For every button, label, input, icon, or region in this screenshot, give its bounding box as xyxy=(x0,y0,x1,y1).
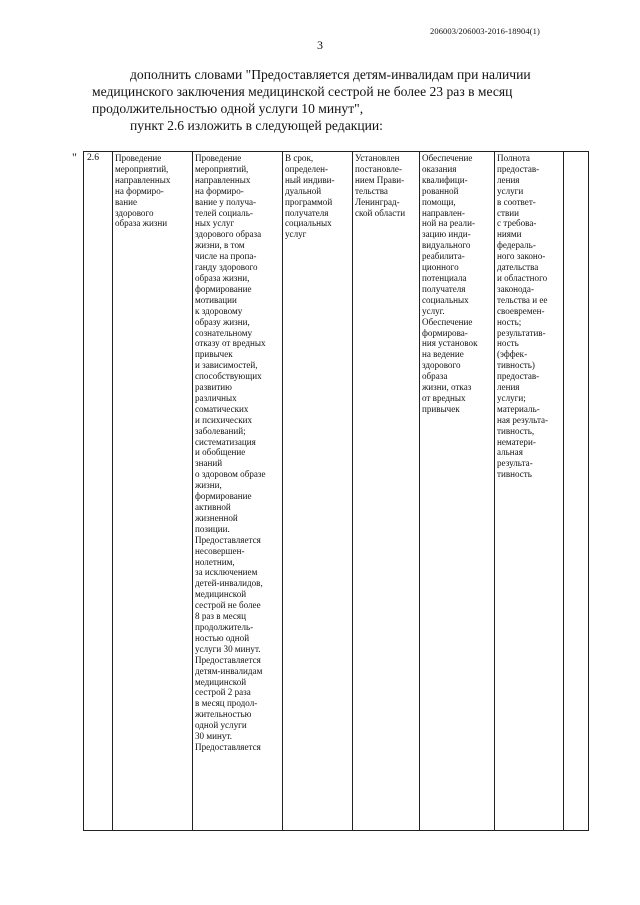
cell-line: и психических xyxy=(195,414,253,425)
cell-extra xyxy=(564,152,590,830)
cell-line: услуги 30 минут. xyxy=(195,643,261,654)
cell-regulation xyxy=(353,152,420,830)
cell-line: нолетним, xyxy=(195,556,235,567)
opening-quote: " xyxy=(72,150,77,164)
cell-line: активной xyxy=(195,502,231,512)
cell-line: тельства и ее xyxy=(497,294,548,305)
cell-line: нематери- xyxy=(497,436,536,447)
cell-line: тивность) xyxy=(497,360,535,371)
page-number: 3 xyxy=(317,38,323,52)
intro-line: медицинского заключения медицинской сестрой не более 23 раз в месяц xyxy=(92,84,513,99)
cell-line: телей социаль- xyxy=(195,207,253,218)
cell-line: и зависимостей, xyxy=(195,360,258,371)
cell-line: Предоставляется xyxy=(195,654,261,665)
cell-line: детям-инвалидам xyxy=(195,665,263,676)
cell-line: на формиро- xyxy=(195,185,244,196)
intro-text xyxy=(92,66,592,134)
cell-line: на ведение xyxy=(422,349,464,360)
cell-line: предостав- xyxy=(497,163,540,174)
cell-line: ствии xyxy=(497,207,520,218)
cell-line: результатив- xyxy=(497,327,546,338)
cell-line: медицинской xyxy=(195,676,247,687)
cell-line: мероприятий, xyxy=(195,163,249,174)
cell-line: (эффек- xyxy=(497,349,528,360)
cell-line: тивность, xyxy=(497,425,535,436)
cell-line: ной на реали- xyxy=(422,218,475,229)
cell-service-name xyxy=(113,152,193,830)
cell-line: формирова- xyxy=(422,327,468,338)
cell-line: за исключением xyxy=(195,567,258,578)
cell-line: образа xyxy=(422,371,448,382)
cell-service-term xyxy=(283,152,353,830)
cell-line: ностью одной xyxy=(195,632,250,643)
cell-line: числе на пропа- xyxy=(195,251,257,262)
cell-line: заболеваний; xyxy=(195,425,246,436)
cell-line: здорового xyxy=(422,360,461,371)
cell-line: 8 раз в месяц xyxy=(195,611,246,622)
cell-line: ционного xyxy=(422,262,459,273)
cell-line: помощи, xyxy=(422,196,456,207)
cell-line: направленных xyxy=(195,174,251,185)
cell-line: получателя xyxy=(422,283,466,294)
cell-line: здорового образа xyxy=(195,229,262,240)
cell-line: на формиро- xyxy=(115,185,164,196)
cell-line: оказания xyxy=(422,163,457,174)
cell-line: Обеспечение xyxy=(422,316,473,327)
cell-quality-indicators xyxy=(495,152,564,830)
intro-paragraph-1 xyxy=(92,66,592,117)
cell-line: детей-инвалидов, xyxy=(195,578,263,589)
cell-line: предостав- xyxy=(497,371,540,382)
cell-line: ность; xyxy=(497,316,522,327)
cell-line: вание у получа- xyxy=(195,196,257,207)
cell-line: развитию xyxy=(195,382,232,393)
cell-line: получателя xyxy=(285,207,329,218)
cell-line: жизни, xyxy=(195,480,222,491)
cell-line: видуального xyxy=(422,240,471,251)
cell-line: позиции. xyxy=(195,523,230,534)
cell-line: дательства xyxy=(497,262,539,273)
cell-line: в соответ- xyxy=(497,196,536,207)
cell-line: определен- xyxy=(285,163,329,174)
cell-line: ления xyxy=(497,382,520,393)
cell-line: продолжитель- xyxy=(195,621,254,632)
cell-line: вание xyxy=(115,196,137,207)
cell-line: с требова- xyxy=(497,218,537,229)
cell-line: способствующих xyxy=(195,371,262,382)
cell-line: сестрой 2 раза xyxy=(195,687,251,698)
cell-line: соматических xyxy=(195,403,249,414)
cell-line: 2.6 xyxy=(87,152,99,163)
cell-line: В срок, xyxy=(285,153,314,163)
cell-line: образу жизни, xyxy=(195,316,250,327)
cell-line: Полнота xyxy=(497,153,530,163)
intro-line: дополнить словами "Предоставляется детям-инвалидам при наличии xyxy=(130,67,531,82)
cell-line: ных услуг xyxy=(195,218,235,229)
cell-line: ность xyxy=(497,338,519,349)
cell-line: знаний xyxy=(195,458,223,469)
cell-line: ный индиви- xyxy=(285,174,335,185)
cell-line: потенциала xyxy=(422,272,467,283)
cell-line: несовершен- xyxy=(195,545,245,556)
cell-line: направлен- xyxy=(422,207,465,218)
intro-line: продолжительностью одной услуги 10 минут", xyxy=(92,101,364,116)
cell-line: мотивации xyxy=(195,294,237,305)
cell-line: привычек xyxy=(422,403,460,414)
cell-line: систематизация xyxy=(195,436,256,447)
cell-number xyxy=(84,152,113,830)
intro-paragraph-2: пункт 2.6 изложить в следующей редакции: xyxy=(130,118,383,133)
cell-line: постановле- xyxy=(355,163,402,174)
cell-line: жизненной xyxy=(195,512,238,523)
cell-conditions xyxy=(420,152,495,830)
cell-line: ния установок xyxy=(422,338,478,349)
cell-line: реабилита- xyxy=(422,251,465,262)
cell-line: и областного xyxy=(497,272,548,283)
cell-line: Предоставляется xyxy=(195,741,261,752)
cell-line: отказу от вредных xyxy=(195,338,266,349)
cell-line: и обобщение xyxy=(195,447,246,458)
cell-line: рованной xyxy=(422,185,459,196)
cell-line: различных xyxy=(195,392,237,403)
cell-line: формирование xyxy=(195,491,252,502)
cell-line: социальных xyxy=(422,294,469,305)
cell-line: Предоставляется xyxy=(195,534,261,545)
cell-line: Ленинград- xyxy=(355,196,400,207)
document-number: 206003/206003-2016-18904(1) xyxy=(430,26,540,36)
cell-line: жизни, отказ xyxy=(422,382,472,393)
cell-line: направленных xyxy=(115,174,171,185)
cell-line: программой xyxy=(285,196,333,207)
cell-line: привычек xyxy=(195,349,233,360)
cell-line: о здоровом образе xyxy=(195,469,266,480)
cell-line: образа жизни, xyxy=(195,272,250,283)
cell-line: мероприятий, xyxy=(115,163,169,174)
cell-line: дуальной xyxy=(285,185,322,196)
cell-line: услуги; xyxy=(497,392,526,403)
cell-line: своевремен- xyxy=(497,305,545,316)
service-table xyxy=(83,151,589,831)
cell-line: формирование xyxy=(195,283,252,294)
cell-line: ниями xyxy=(497,229,522,240)
cell-line: Проведение xyxy=(195,153,242,163)
cell-line: одной услуги xyxy=(195,720,247,731)
cell-line: сестрой не более xyxy=(195,600,261,611)
cell-line: Обеспечение xyxy=(422,153,473,163)
cell-line: социальных xyxy=(285,218,332,229)
cell-line: жизни, в том xyxy=(195,240,245,251)
cell-line: ная результа- xyxy=(497,414,549,425)
cell-line: в месяц продол- xyxy=(195,698,258,709)
cell-line: услуг xyxy=(285,229,307,240)
cell-line: квалифици- xyxy=(422,174,468,185)
cell-line: законода- xyxy=(497,283,534,294)
cell-line: образа жизни xyxy=(115,218,168,229)
cell-service-description xyxy=(193,152,283,830)
cell-line: ганду здорового xyxy=(195,262,258,273)
cell-line: медицинской xyxy=(195,589,247,600)
cell-line: материаль- xyxy=(497,403,540,414)
cell-line: Установлен xyxy=(355,153,400,163)
cell-line: услуги xyxy=(497,185,524,196)
cell-line: нием Прави- xyxy=(355,174,405,185)
cell-line: федераль- xyxy=(497,240,536,251)
cell-line: жительностью xyxy=(195,709,252,720)
cell-line: тивность xyxy=(497,469,532,480)
cell-line: результа- xyxy=(497,458,533,469)
cell-line: тельства xyxy=(355,185,388,196)
cell-line: 30 минут. xyxy=(195,731,232,742)
cell-line: ления xyxy=(497,174,520,185)
cell-line: услуг. xyxy=(422,305,445,316)
cell-line: Проведение xyxy=(115,153,162,163)
cell-line: сознательному xyxy=(195,327,253,338)
cell-line: здорового xyxy=(115,207,154,218)
cell-line: зацию инди- xyxy=(422,229,471,240)
cell-line: ного законо- xyxy=(497,251,546,262)
cell-line: от вредных xyxy=(422,392,466,403)
cell-line: ской области xyxy=(355,207,406,218)
cell-line: к здоровому xyxy=(195,305,243,316)
cell-line: альная xyxy=(497,447,523,458)
